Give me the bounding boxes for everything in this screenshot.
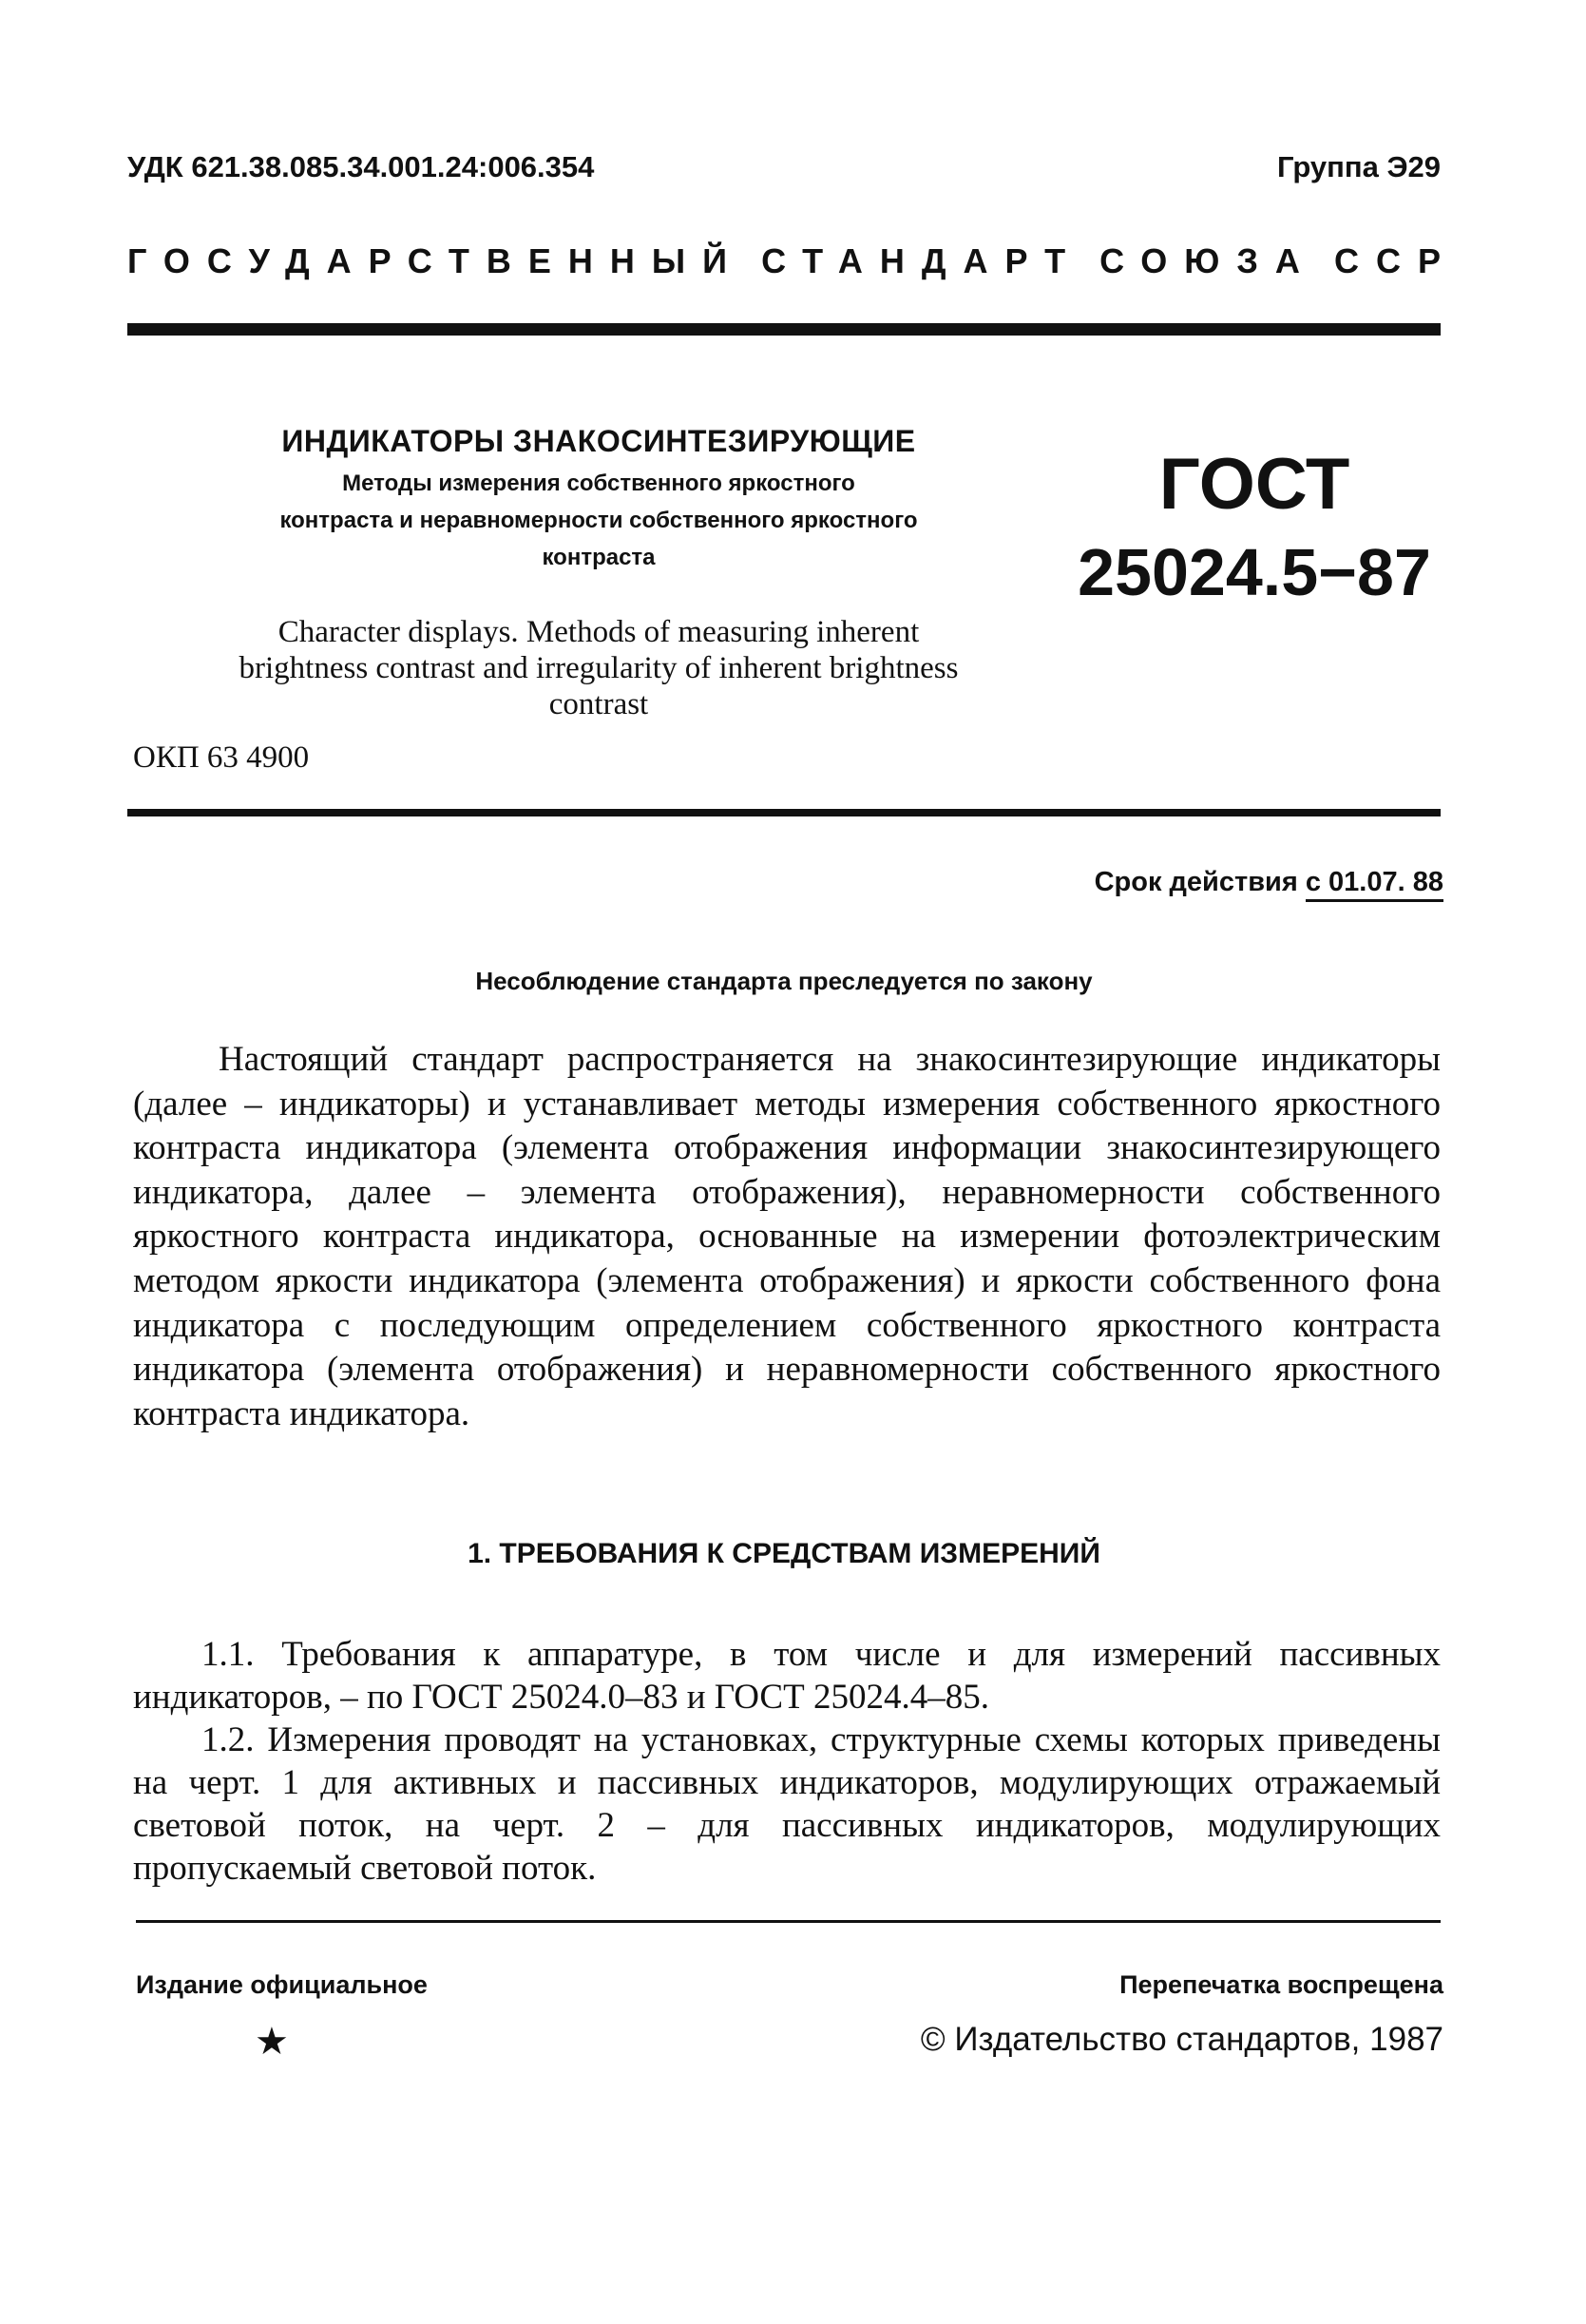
validity-date: с 01.07. 88: [1306, 867, 1443, 902]
title-main: ИНДИКАТОРЫ ЗНАКОСИНТЕЗИРУЮЩИЕ: [281, 424, 916, 458]
state-standard-word: ГОСУДАРСТВЕННЫЙ: [127, 241, 745, 280]
copyright-notice: © Издательство стандартов, 1987: [920, 2021, 1443, 2058]
english-title-line: contrast: [548, 687, 649, 721]
validity-period: [1095, 867, 1443, 898]
english-title: [171, 614, 1026, 722]
english-title-line: Character displays. Methods of measuring inherent: [277, 615, 920, 649]
subtitle-line: контраста и неравномерности собственного яркостного: [279, 508, 918, 533]
paragraph-1-1: 1.1. Требования к аппаратуре, в том числе и для измерений пассивных индикаторов, – по ГОСТ 25024.0–83 и ГОСТ 25024.4–85.: [133, 1635, 1441, 1717]
top-divider: [127, 323, 1441, 336]
group-code: Группа Э29: [1277, 150, 1441, 183]
paragraph-1-2: 1.2. Измерения проводят на установках, структурные схемы которых приведены на черт. 1 для активных и пассивных индикаторов, модулирующих отражаемый световой поток, на черт. 2 – для пассивных индикаторов, модулирующих пропускаемый световой поток.: [133, 1720, 1441, 1888]
state-standard-word: СТАНДАРТ: [761, 241, 1083, 280]
state-standard-word: СОЮЗА: [1099, 241, 1317, 280]
english-title-line: brightness contrast and irregularity of inherent brightness: [239, 651, 959, 685]
middle-divider: [127, 809, 1441, 816]
star-icon: ★: [255, 2020, 289, 2063]
reprint-notice: Перепечатка воспрещена: [1119, 1970, 1443, 1999]
law-notice: Несоблюдение стандарта преследуется по закону: [475, 967, 1093, 995]
subtitle-line: Методы измерения собственного яркостного: [342, 471, 855, 496]
gost-label: ГОСТ: [1158, 444, 1350, 525]
gost-number: 25024.5−87: [1078, 535, 1431, 609]
okp-code: ОКП 63 4900: [133, 740, 310, 775]
bottom-divider: [136, 1920, 1441, 1923]
validity-label: Срок действия: [1094, 867, 1298, 897]
title-subtitle: [171, 465, 1026, 576]
state-standard-banner: [127, 241, 1458, 281]
udk-code: УДК 621.38.085.34.001.24:006.354: [127, 150, 595, 183]
intro-paragraph: Настоящий стандарт распространяется на знакосинтезирующие индикаторы (далее – индикаторы) и устанавливает методы измерения собственного яркостного контраста индикатора (элемента отображения информации знакосинтезирующего индикатора, далее – элемента отображения), неравномерности собственного яркостного контраста индикатора, основанные на измерении фотоэлектрическим методом яркости индикатора (элемента отображения) и яркости собственного фона индикатора с последующим определением собственного яркостного контраста индикатора (элемента отображения) и неравномерности собственного яркостного контраста индикатора.: [133, 1040, 1441, 1433]
state-standard-word: ССР: [1333, 241, 1458, 280]
official-edition: Издание официальное: [136, 1970, 428, 1999]
section-heading: 1. ТРЕБОВАНИЯ К СРЕДСТВАМ ИЗМЕРЕНИЙ: [468, 1538, 1100, 1569]
russian-title: [171, 424, 1026, 576]
subtitle-line: контраста: [542, 545, 656, 570]
